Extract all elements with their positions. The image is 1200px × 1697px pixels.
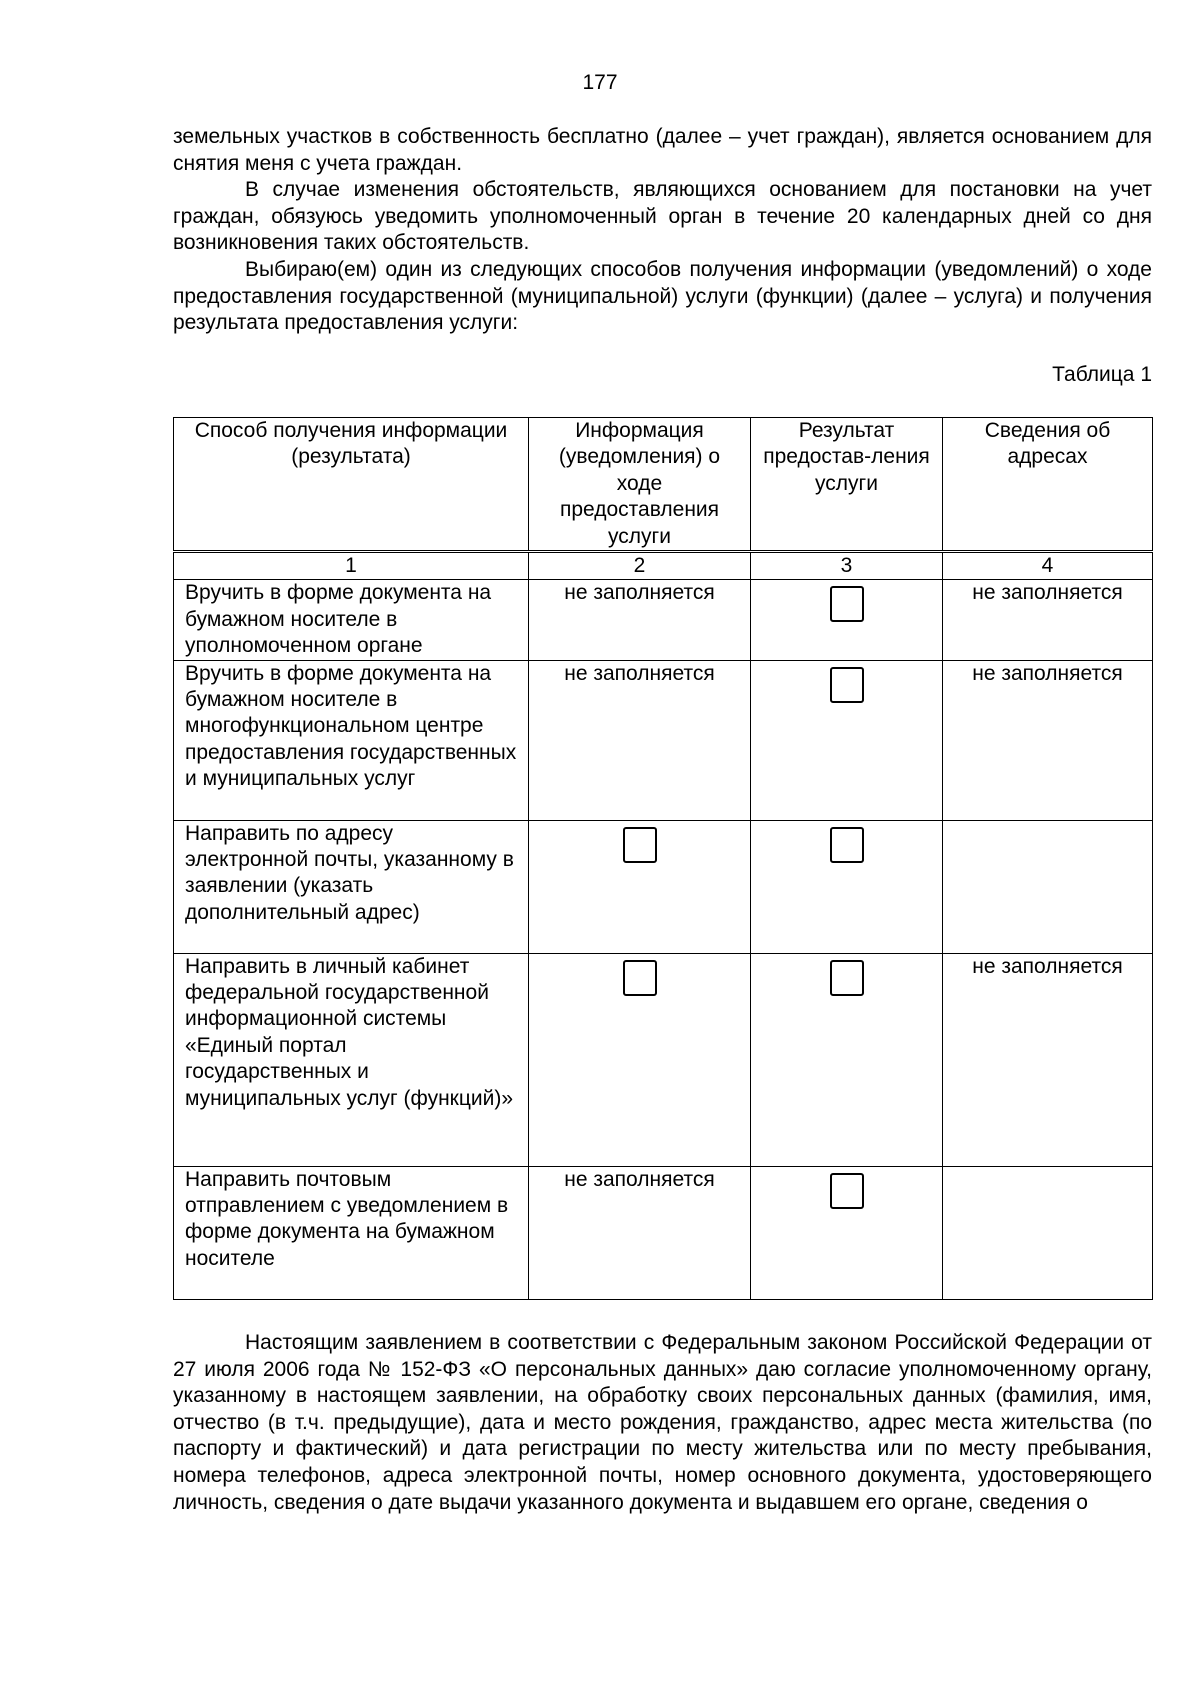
info-cell: не заполняется — [529, 1166, 751, 1299]
table-caption: Таблица 1 — [1052, 362, 1152, 386]
method-cell: Направить почтовым отправлением с уведомлением в форме документа на бумажном носителе — [174, 1166, 529, 1299]
info-checkbox[interactable] — [623, 960, 657, 996]
address-cell — [943, 820, 1153, 953]
result-checkbox[interactable] — [830, 586, 864, 622]
method-cell: Вручить в форме документа на бумажном носителе в уполномоченном органе — [174, 580, 529, 660]
info-cell: не заполняется — [529, 660, 751, 820]
result-checkbox[interactable] — [830, 667, 864, 703]
intro-text — [173, 124, 1152, 388]
table-row — [174, 820, 1153, 953]
header-method: Способ получения информации (результата) — [174, 418, 529, 552]
column-number: 1 — [174, 552, 529, 580]
table-header-row — [174, 418, 1153, 552]
result-checkbox-cell — [751, 580, 943, 660]
table-row — [174, 580, 1153, 660]
page-number: 177 — [582, 71, 618, 94]
intro-paragraph-2: В случае изменения обстоятельств, являющихся основанием для постановки на учет граждан, обязуюсь уведомить уполномоченный орган в течение 20 календарных дней со дня возникновения таких обстоятельств. — [173, 178, 1152, 255]
info-cell: не заполняется — [529, 580, 751, 660]
method-cell: Вручить в форме документа на бумажном носителе в многофункциональном центре предоставления государственных и муниципальных услуг — [174, 660, 529, 820]
address-cell — [943, 1166, 1153, 1299]
column-number: 3 — [751, 552, 943, 580]
info-checkbox[interactable] — [623, 827, 657, 863]
info-checkbox-cell — [529, 820, 751, 953]
delivery-method-table — [173, 417, 1153, 1300]
result-checkbox[interactable] — [830, 1173, 864, 1209]
table-row — [174, 953, 1153, 1166]
result-checkbox[interactable] — [830, 960, 864, 996]
intro-paragraph-3: Выбираю(ем) один из следующих способов получения информации (уведомлений) о ходе предоставления государственной (муниципальной) услуги (функции) (далее – услуга) и получения результата предоставления услуги: — [173, 257, 1152, 335]
consent-paragraph: Настоящим заявлением в соответствии с Федеральным законом Российской Федерации от 27 июля 2006 года № 152-ФЗ «О персональных данных» даю согласие уполномоченному органу, указанному в настоящем заявлении, на обработку своих персональных данных (фамилия, имя, отчество (в т.ч. предыдущие), дата и место рождения, гражданство, адрес места жительства (по паспорту и фактический) и дата регистрации по месту жительства или по месту пребывания, номера телефонов, адреса электронной почты, номер основного документа, удостоверяющего личность, сведения о дате выдачи указанного документа и выдавшем его органе, сведения о — [173, 1331, 1152, 1514]
consent-text — [173, 1330, 1152, 1516]
table-row — [174, 1166, 1153, 1299]
address-cell: не заполняется — [943, 953, 1153, 1166]
result-checkbox-cell — [751, 953, 943, 1166]
header-result: Результат предостав-ления услуги — [751, 418, 943, 552]
address-cell: не заполняется — [943, 580, 1153, 660]
result-checkbox-cell — [751, 820, 943, 953]
table-row — [174, 660, 1153, 820]
header-address: Сведения об адресах — [943, 418, 1153, 552]
method-cell: Направить в личный кабинет федеральной государственной информационной системы «Единый портал государственных и муниципальных услуг (функций)» — [174, 953, 529, 1166]
info-checkbox-cell — [529, 953, 751, 1166]
result-checkbox-cell — [751, 1166, 943, 1299]
column-number: 2 — [529, 552, 751, 580]
intro-paragraph-1: земельных участков в собственность бесплатно (далее – учет граждан), является основанием для снятия меня с учета граждан. — [173, 125, 1152, 175]
address-cell: не заполняется — [943, 660, 1153, 820]
method-cell: Направить по адресу электронной почты, указанному в заявлении (указать дополнительный адрес) — [174, 820, 529, 953]
result-checkbox-cell — [751, 660, 943, 820]
result-checkbox[interactable] — [830, 827, 864, 863]
column-number: 4 — [943, 552, 1153, 580]
column-number-row — [174, 552, 1153, 580]
header-info: Информация (уведомления) о ходе предоставления услуги — [529, 418, 751, 552]
